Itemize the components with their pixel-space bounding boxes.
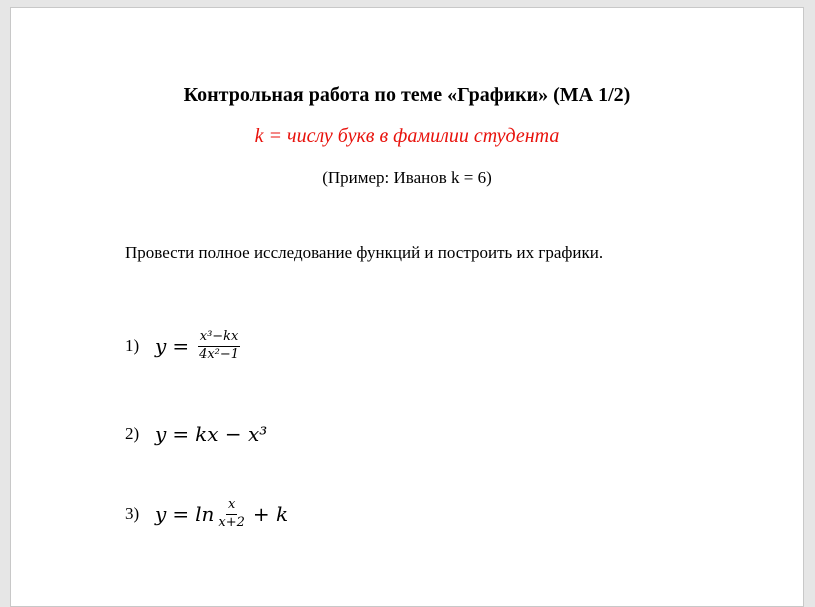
problem-number: 3) <box>125 504 140 524</box>
formula-equals: = <box>172 334 190 359</box>
formula-function: ln <box>195 502 215 527</box>
problem-number: 1) <box>125 336 140 356</box>
fraction-denominator: x+2 <box>218 514 245 530</box>
task-statement: Провести полное исследование функций и построить их графики. <box>125 243 604 262</box>
formula-fraction <box>216 498 247 531</box>
formula-3 <box>155 498 288 531</box>
formula-fraction <box>197 330 241 363</box>
document-subtitle: k = числу букв в фамилии студента <box>254 125 560 147</box>
problem-number: 2) <box>125 424 140 443</box>
problem-2 <box>125 422 267 446</box>
document-page <box>10 7 804 607</box>
formula-tail: + k <box>252 502 289 527</box>
formula-equals: = <box>172 502 190 527</box>
document-title: Контрольная работа по теме «Графики» (МА 1/2) <box>183 84 631 106</box>
formula-rhs: kx − x³ <box>195 422 268 446</box>
fraction-numerator: x <box>226 498 237 515</box>
problem-3 <box>125 498 288 531</box>
fraction-numerator: x³−kx <box>198 330 241 347</box>
problem-1 <box>125 330 243 363</box>
fraction-denominator: 4x²−1 <box>199 346 240 362</box>
formula-lhs: y <box>155 422 167 446</box>
formula-1 <box>155 330 243 363</box>
formula-lhs: y <box>155 334 167 359</box>
example-note: (Пример: Иванов k = 6) <box>322 168 492 187</box>
formula-2 <box>155 422 267 446</box>
formula-equals: = <box>172 422 190 446</box>
formula-lhs: y <box>155 502 167 527</box>
